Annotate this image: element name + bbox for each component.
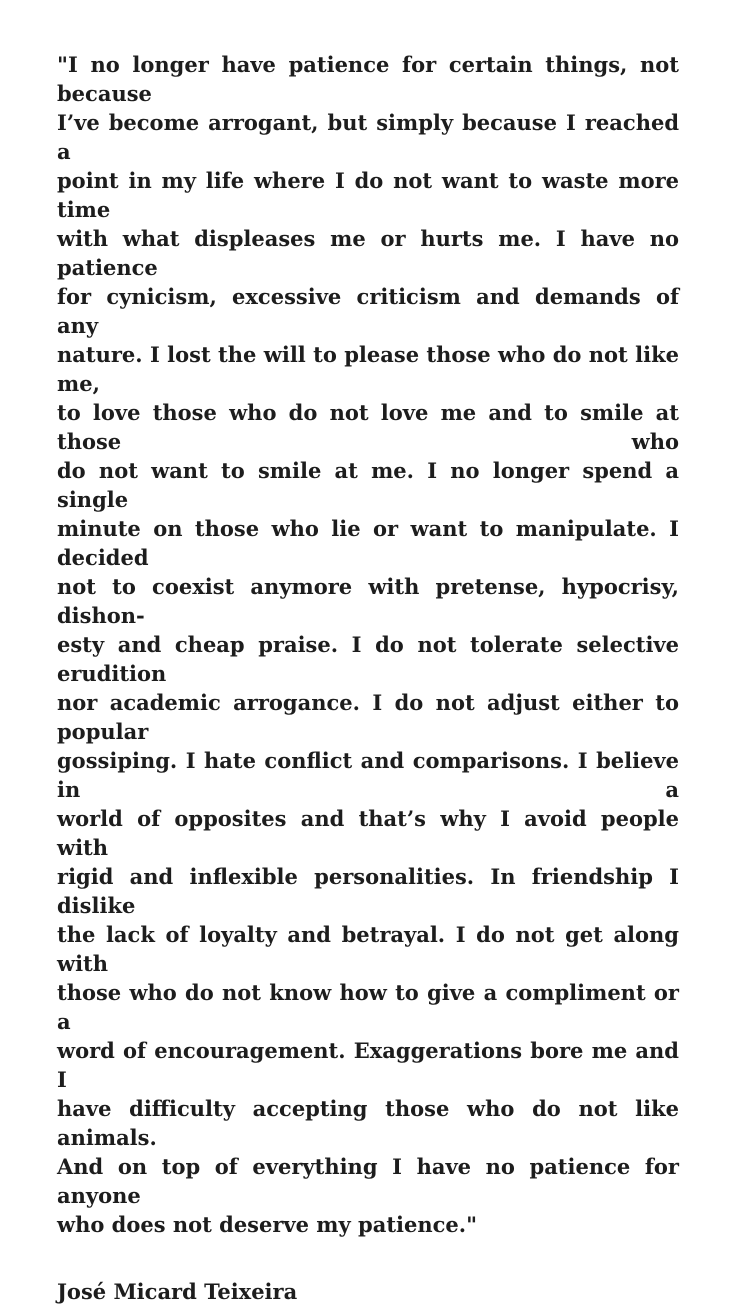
author-name: José Micard Teixeira (57, 1279, 298, 1304)
quote-line: rigid and inflexible personalities. In friendship I dislike (57, 864, 679, 918)
quote-line: I’ve become arrogant, but simply because I reached a (57, 110, 679, 164)
quote-line: "I no longer have patience for certain things, not because (57, 52, 679, 106)
quote-line: point in my life where I do not want to waste more time (57, 168, 679, 222)
quote-line: esty and cheap praise. I do not tolerate selective erudition (57, 632, 679, 686)
quote-line: do not want to smile at me. I no longer spend a single (57, 458, 679, 512)
quote-line: nor academic arrogance. I do not adjust either to popular (57, 690, 679, 744)
quote-line: not to coexist anymore with pretense, hypocrisy, dishon- (57, 574, 679, 628)
quote-line: world of opposites and that’s why I avoid people with (57, 806, 679, 860)
quote-line: And on top of everything I have no patience for anyone (57, 1154, 679, 1208)
quote-line: the lack of loyalty and betrayal. I do not get along with (57, 922, 679, 976)
quote-line: who does not deserve my patience." (57, 1212, 478, 1237)
quote-line: to love those who do not love me and to smile at those who (57, 400, 679, 454)
quote-line: minute on those who lie or want to manipulate. I decided (57, 516, 679, 570)
quote-line: gossiping. I hate conflict and comparisons. I believe in a (57, 748, 679, 802)
quote-line: word of encouragement. Exaggerations bore me and I (57, 1038, 679, 1092)
quote-line: for cynicism, excessive criticism and demands of any (57, 284, 679, 338)
quote-line: nature. I lost the will to please those who do not like me, (57, 342, 679, 396)
quote-line: those who do not know how to give a compliment or a (57, 980, 679, 1034)
quote-line: with what displeases me or hurts me. I have no patience (57, 226, 679, 280)
quote-line: have difficulty accepting those who do not like animals. (57, 1096, 679, 1150)
